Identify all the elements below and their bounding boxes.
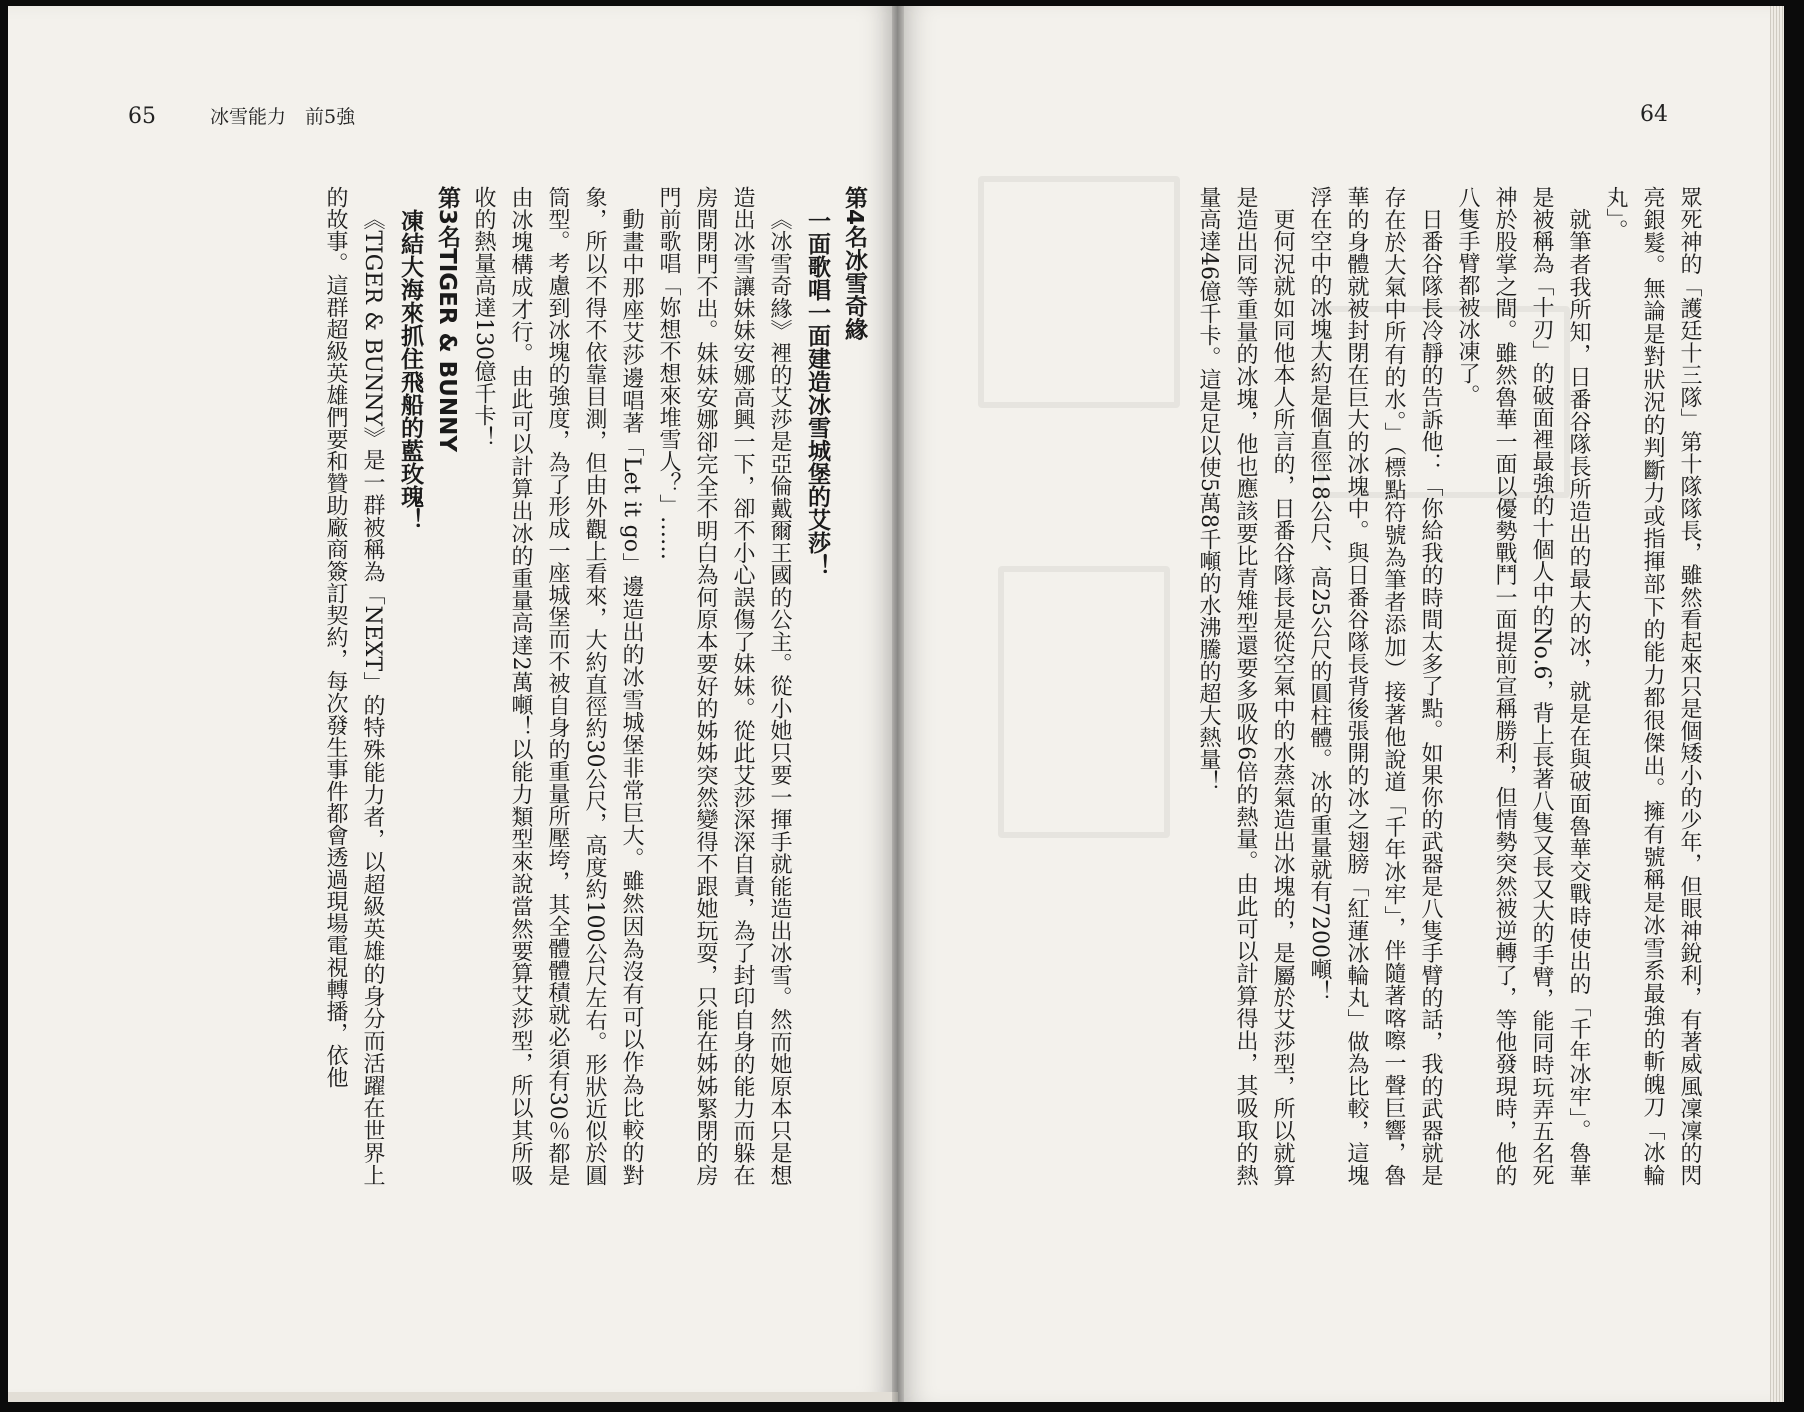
book-gutter — [892, 6, 904, 1402]
page-edge — [1770, 6, 1784, 1402]
right-body-text — [1018, 186, 1708, 1186]
running-title: 冰雪能力 前5強 — [210, 106, 356, 128]
section-4-heading — [835, 186, 872, 1186]
paragraph: 日番谷隊長冷靜的告訴他：「你給我的時間太多了點。如果你的武器是八隻手臂的話，我的武器就是存在於大氣中所有的水。」（標點符號為筆者添加）接著他說道「千年冰牢」，伴隨著喀嚓一聲巨響，魯華的身體就被封閉在巨大的冰塊中。與日番谷隊長背後張開的冰之翅膀「紅蓮冰輪丸」做為比較，這塊浮在空中的冰塊大約是個直徑18公尺、高25公尺的圓柱體。冰的重量就有7200噸！ — [1307, 186, 1443, 1186]
section-3-title: TIGER & BUNNY — [434, 248, 460, 452]
left-body-text — [184, 186, 872, 1186]
right-header — [1640, 102, 1668, 127]
paragraph: 更何況就如同他本人所言的，日番谷隊長是從空氣中的水蒸氣造出冰塊的，是屬於艾莎型，所以就算是造出同等重量的冰塊，他也應該要比青雉型還要多吸收6倍的熱量。由此可以計算得出，其吸取的熱量高達46億千卡。這是足以使5萬8千噸的水沸騰的超大熱量！ — [1196, 186, 1295, 1186]
section-4-subtitle: 一面歌唱一面建造冰雪城堡的艾莎！ — [804, 209, 830, 577]
left-page — [8, 6, 898, 1402]
right-page-number: 64 — [1640, 102, 1668, 127]
paragraph: 《TIGER & BUNNY》是一群被稱為「NEXT」的特殊能力者，以超級英雄的身分而活躍在世界上的故事。這群超級英雄們要和贊助廠商簽訂契約，每次發生事件都會透過現場電視轉播，依他 — [323, 186, 385, 1186]
section-4-title: 冰雪奇緣 — [841, 248, 867, 341]
paragraph: 眾死神的「護廷十三隊」第十隊隊長，雖然看起來只是個矮小的少年，但眼神銳利，有著威風凜凜的閃亮銀髮。無論是對狀況的判斷力或指揮部下的能力都很傑出。擁有號稱是冰雪系最強的斬魄刀「冰輪丸」。 — [1603, 186, 1702, 1186]
paragraph: 動畫中那座艾莎邊唱著「Let it go」邊造出的冰雪城堡非常巨大。雖然因為沒有可以作為比較的對象，所以不得不依靠目測，但由外觀上看來，大約直徑約30公尺，高度約100公尺左右。形狀近似於圓筒型。考慮到冰塊的強度，為了形成一座城堡而不被自身的重量所壓垮，其全體體積就必須有30％都是由冰塊構成才行。由此可以計算出冰的重量高達2萬噸！以能力類型來說當然要算艾莎型，所以其所吸收的熱量高達130億千卡！ — [471, 186, 644, 1186]
section-3-rank: 第3名 — [434, 186, 460, 249]
section-4-rank: 第4名 — [841, 186, 867, 249]
left-page-number: 65 — [128, 104, 156, 129]
paragraph: 就筆者我所知，日番谷隊長所造出的最大的冰，就是在與破面魯華交戰時使出的「千年冰牢」。魯華是被稱為「十刃」的破面裡最強的十個人中的No.6，背上長著八隻又長又大的手臂，能同時玩弄五名死神於股掌之間。雖然魯華一面以優勢戰鬥一面提前宣稱勝利，但情勢突然被逆轉了，等他發現時，他的八隻手臂都被冰凍了。 — [1455, 186, 1591, 1186]
left-header — [128, 102, 355, 129]
right-page — [898, 6, 1784, 1402]
paragraph: 《冰雪奇緣》裡的艾莎是亞倫戴爾王國的公主。從小她只要一揮手就能造出冰雪。然而她原本只是想造出冰雪讓妹妹安娜高興一下，卻不小心誤傷了妹妹。從此艾莎深深自責，為了封印自身的能力而躲在房間閉門不出。妹妹安娜卻完全不明白為何原本要好的姊姊突然變得不跟她玩耍，只能在姊姊緊閉的房門前歌唱「妳想不想來堆雪人？」…… — [656, 186, 792, 1186]
book-spread — [8, 6, 1784, 1402]
section-3-heading — [428, 186, 465, 1186]
section-3-subtitle: 凍結大海來抓住飛船的藍玫瑰！ — [397, 209, 423, 531]
page-edge — [8, 1392, 898, 1402]
